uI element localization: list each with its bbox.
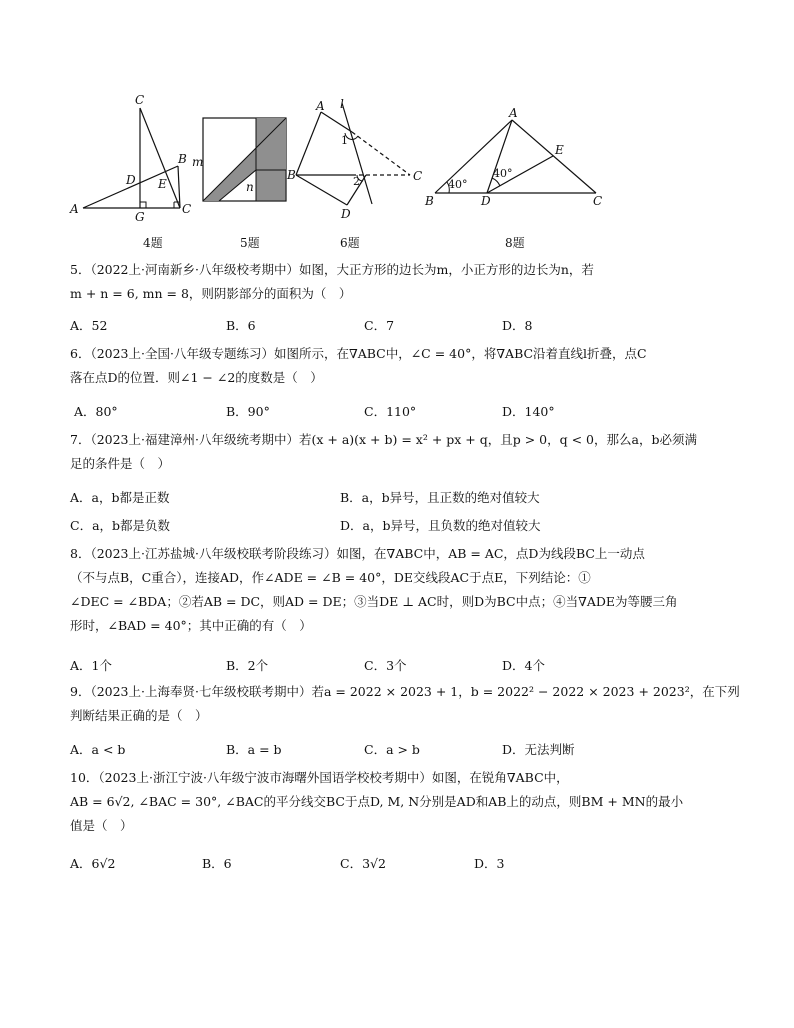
question-text: 判断结果正确的是（ ） (70, 708, 208, 723)
question-number: 8． (70, 546, 91, 561)
fig8-angle-D: 40° (493, 167, 513, 180)
option-b[interactable]: B．a = b (226, 742, 282, 757)
question-text: 如图，在锐角∇ABC中， (431, 770, 569, 785)
fig5-label-m: m (192, 155, 204, 169)
figure-6 (296, 103, 410, 205)
question-source: （2023上·全国·八年级专题练习） (90, 346, 274, 361)
option-d[interactable]: D．8 (502, 318, 533, 333)
question-text: m + n = 6, mn = 8，则阴影部分的面积为（ ） (70, 286, 352, 301)
fig6-label-A: A (316, 99, 325, 113)
question-6 (70, 342, 730, 390)
option-c[interactable]: C．110° (364, 404, 417, 419)
option-a[interactable]: A．52 (70, 318, 108, 333)
option-a[interactable]: A．1个 (70, 658, 112, 673)
option-c[interactable]: C．3√2 (340, 856, 386, 871)
fig8-label-B: B (425, 194, 434, 208)
question-source: （2023上·福建漳州·八年级统考期中） (90, 432, 299, 447)
option-a[interactable]: A．a，b都是正数 (70, 490, 170, 505)
option-d[interactable]: D．a，b异号，且负数的绝对值较大 (340, 518, 541, 533)
figure-caption-6: 6题 (340, 236, 360, 250)
figure-5 (203, 118, 286, 201)
question-8 (70, 542, 730, 638)
option-d[interactable]: D．140° (502, 404, 555, 419)
question-number: 9． (70, 684, 91, 699)
fig8-label-E: E (555, 143, 564, 157)
question-text: AB = 6√2, ∠BAC = 30°, ∠BAC的平分线交BC于点D, M, N分别是AD和AB上的动点，则BM + MN的最小 (70, 794, 684, 809)
option-c[interactable]: C．a > b (364, 742, 420, 757)
fig8-angle-B: 40° (448, 178, 468, 191)
question-10 (70, 766, 730, 838)
fig4-label-C2: C (182, 202, 192, 216)
figure-caption-8: 8题 (505, 236, 525, 250)
question-text: 形时，∠BAD = 40°；其中正确的有（ ） (70, 618, 312, 633)
option-a[interactable]: A．6√2 (70, 856, 116, 871)
question-number: 5． (70, 262, 91, 277)
question-text: （不与点B，C重合），连接AD，作∠ADE = ∠B = 40°，DE交线段AC于点E，下列结论：① (70, 570, 591, 585)
figure-4 (83, 108, 180, 208)
fig6-label-l: l (340, 97, 344, 111)
option-b[interactable]: B．6 (226, 318, 256, 333)
fig4-label-B: B (178, 152, 187, 166)
question-source: （2022上·河南新乡·八年级校考期中） (90, 262, 299, 277)
fig8-label-C: C (593, 194, 603, 208)
question-text: 如图，在∇ABC中，AB = AC，点D为线段BC上一动点 (336, 546, 645, 561)
question-text: 若a = 2022 × 2023 + 1，b = 2022² − 2022 × 2023 + 2023²，在下列 (311, 684, 740, 699)
question-source: （2023上·上海奉贤·七年级校联考期中） (90, 684, 312, 699)
fig6-label-D: D (341, 207, 351, 221)
option-b[interactable]: B．6 (202, 856, 232, 871)
option-d[interactable]: D．3 (474, 856, 505, 871)
fig6-label-B: B (287, 168, 296, 182)
question-text: ∠DEC = ∠BDA；②若AB = DC，则AD = DE；③当DE ⊥ AC时，则D为BC中点；④当∇ADE为等腰三角 (70, 594, 678, 609)
fig8-label-A: A (509, 106, 518, 120)
fig6-label-2: 2 (353, 175, 360, 188)
option-c[interactable]: C．7 (364, 318, 395, 333)
fig8-label-D: D (481, 194, 491, 208)
question-text: 落在点D的位置．则∠1 − ∠2的度数是（ ） (70, 370, 323, 385)
option-c[interactable]: C．3个 (364, 658, 407, 673)
option-c[interactable]: C．a，b都是负数 (70, 518, 171, 533)
fig6-label-C: C (413, 169, 423, 183)
question-number: 6． (70, 346, 91, 361)
question-text: 如图，大正方形的边长为m，小正方形的边长为n，若 (298, 262, 594, 277)
fig4-label-C: C (135, 93, 145, 107)
option-a[interactable]: A．80° (74, 404, 118, 419)
option-b[interactable]: B．90° (226, 404, 270, 419)
question-number: 10． (70, 770, 99, 785)
question-source: （2023上·浙江宁波·八年级宁波市海曙外国语学校校考期中） (98, 770, 432, 785)
figures-strip (0, 0, 794, 240)
fig4-label-A: A (70, 202, 79, 216)
question-text: 值是（ ） (70, 818, 133, 833)
option-b[interactable]: B．a，b异号，且正数的绝对值较大 (340, 490, 540, 505)
question-9 (70, 680, 740, 728)
question-text: 如图所示，在∇ABC中，∠C = 40°，将∇ABC沿着直线l折叠，点C (273, 346, 647, 361)
question-text: 足的条件是（ ） (70, 456, 171, 471)
question-7 (70, 428, 730, 476)
option-d[interactable]: D．无法判断 (502, 742, 575, 757)
fig4-label-E: E (158, 177, 167, 191)
question-number: 7． (70, 432, 91, 447)
fig4-label-D: D (126, 173, 136, 187)
question-text: 若(x + a)(x + b) = x² + px + q，且p > 0，q < 0，那么a，b必须满 (298, 432, 697, 447)
option-d[interactable]: D．4个 (502, 658, 545, 673)
question-source: （2023上·江苏盐城·八年级校联考阶段练习） (90, 546, 337, 561)
option-a[interactable]: A．a < b (70, 742, 126, 757)
fig6-label-1: 1 (341, 134, 348, 147)
figure-caption-4: 4题 (143, 236, 163, 250)
question-5 (70, 258, 730, 306)
fig4-label-G: G (135, 210, 145, 224)
option-b[interactable]: B．2个 (226, 658, 269, 673)
figure-caption-5: 5题 (240, 236, 260, 250)
fig5-label-n: n (246, 180, 254, 194)
